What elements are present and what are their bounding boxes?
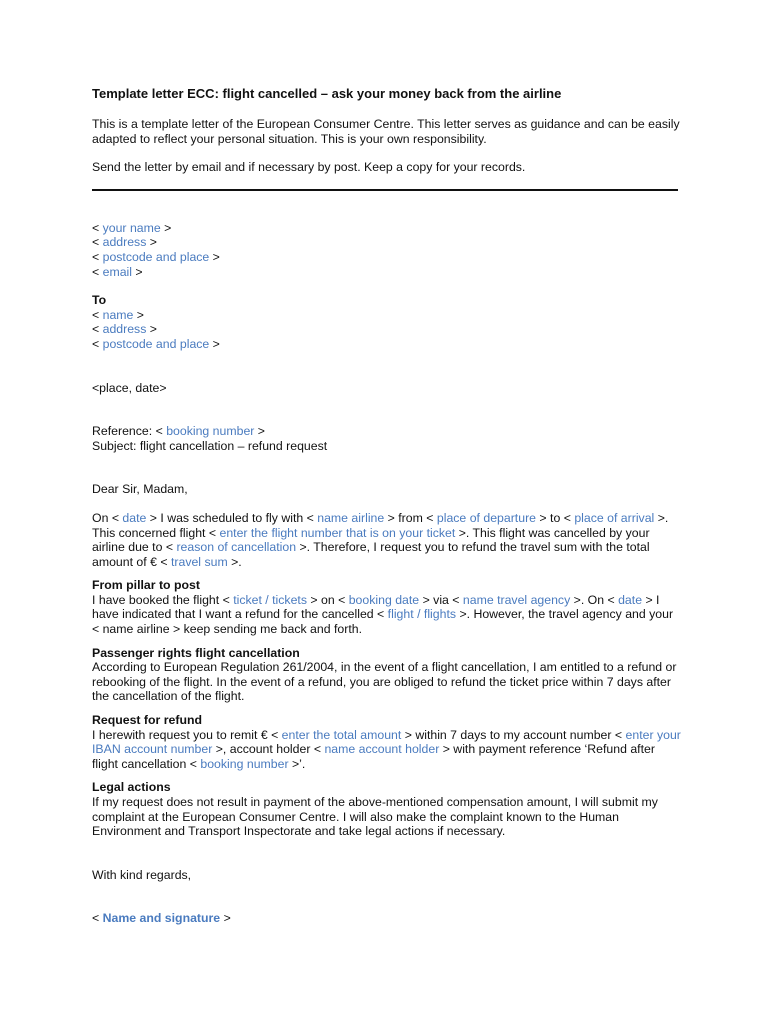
closing-line: With kind regards,: [92, 867, 192, 882]
placeholder-sender-address: address: [102, 235, 147, 250]
text-run: > I was scheduled to fly with <: [146, 510, 318, 525]
sender-address-line: < address >: [92, 235, 157, 250]
text-run: > within 7 days to my account number <: [401, 727, 626, 742]
intro-paragraph: This is a template letter of the European Consumer Centre. This letter serves as guidance and can be easily adapted to reflect your personal situation. This is your own responsibility.: [92, 117, 680, 146]
placeholder-airline: name airline: [317, 510, 385, 525]
recipient-name-line: < name >: [92, 307, 144, 322]
text-run: On <: [92, 510, 123, 525]
text-run: >. Therefore, I request you to refund the travel sum with the total amount of € <: [92, 540, 650, 569]
placeholder-sender-postcode: postcode and place: [102, 249, 210, 264]
section-heading-rights: Passenger rights flight cancellation: [92, 645, 300, 660]
placeholder-tickets: ticket / tickets: [233, 592, 307, 607]
text-run: > on <: [307, 592, 349, 607]
placeholder-booking-date: booking date: [348, 592, 420, 607]
text-run: >’.: [288, 756, 306, 771]
sender-block: [92, 221, 682, 279]
placeholder-arrival: place of arrival: [574, 510, 655, 525]
sender-postcode-line: < postcode and place >: [92, 249, 220, 264]
sender-email-line: < email >: [92, 264, 143, 279]
section-refund: [92, 713, 682, 771]
signature-line: < Name and signature >: [92, 911, 231, 926]
text-run: >, account holder <: [212, 742, 325, 757]
placeholder-booking-number-2: booking number: [200, 756, 289, 771]
placeholder-recipient-address: address: [102, 322, 147, 337]
reference-label: Reference:: [92, 424, 156, 439]
text-run: > from <: [384, 510, 437, 525]
section-legal-text: If my request does not result in payment of the above-mentioned compensation amount, I will submit my complaint at the European Consumer Centre. I will also make the complaint known to the Human Environment and Transport Inspectorate and take legal actions if necessary.: [92, 795, 658, 839]
placeholder-flight-number: enter the flight number that is on your ticket: [219, 525, 456, 540]
text-run: I have booked the flight <: [92, 592, 234, 607]
section-rights: [92, 646, 682, 704]
text-run: > with payment reference ‘Refund after flight cancellation <: [92, 742, 655, 771]
salutation: Dear Sir, Madam,: [92, 482, 188, 497]
text-run: > to <: [536, 510, 575, 525]
section-heading-refund: Request for refund: [92, 713, 202, 728]
text-run: > I have indicated that I want a refund for the cancelled <: [92, 592, 660, 622]
placeholder-recipient-postcode: postcode and place: [102, 336, 210, 351]
text-run: >.: [227, 554, 242, 569]
placeholder-sender-name: your name: [102, 220, 161, 235]
placeholder-departure: place of departure: [436, 510, 537, 525]
section-heading-pillar: From pillar to post: [92, 578, 200, 593]
recipient-address-line: < address >: [92, 322, 157, 337]
divider-line: [92, 189, 678, 191]
placeholder-account-holder: name account holder: [324, 742, 440, 757]
placeholder-reason: reason of cancellation: [176, 540, 297, 555]
text-run: >. This flight was cancelled by your airline due to <: [92, 525, 650, 555]
placeholder-date: date: [122, 510, 147, 525]
letter-content: [92, 86, 682, 926]
placeholder-recipient-name: name: [102, 307, 134, 322]
placeholder-iban: enter your IBAN account number: [92, 727, 681, 757]
placeholder-total-amount: enter the total amount: [281, 727, 402, 742]
recipient-to-label: To: [92, 293, 107, 308]
place-date-line: <place, date>: [92, 380, 167, 395]
subject-line: Subject: flight cancellation – refund request: [92, 438, 328, 453]
instruction-paragraph: Send the letter by email and if necessary by post. Keep a copy for your records.: [92, 160, 526, 175]
section-heading-legal: Legal actions: [92, 780, 171, 795]
placeholder-reference-booking: booking number: [166, 424, 255, 439]
placeholder-signature: Name and signature: [102, 911, 221, 926]
section-pillar: [92, 578, 682, 636]
text-run: >. However, the travel agency and your < name airline > keep sending me back and forth.: [92, 607, 674, 637]
reference-block: [92, 424, 682, 453]
text-run: I herewith request you to remit € <: [92, 727, 282, 742]
body-paragraph-1: [92, 511, 682, 569]
text-run: >. On <: [570, 592, 619, 607]
section-pillar-text: [92, 593, 682, 637]
placeholder-travel-agency: name travel agency: [462, 592, 571, 607]
placeholder-travel-sum: travel sum: [170, 554, 228, 569]
document-title: Template letter ECC: flight cancelled – ask your money back from the airline: [92, 86, 562, 101]
section-legal: [92, 780, 682, 838]
section-refund-text: [92, 728, 682, 772]
sender-name-line: < your name >: [92, 220, 172, 235]
placeholder-flights: flight / flights: [387, 607, 457, 622]
reference-line: Reference: < booking number >: [92, 424, 265, 439]
text-run: > via <: [419, 592, 463, 607]
section-rights-text: According to European Regulation 261/2004, in the event of a flight cancellation, I am entitled to a refund or rebooking of the flight. In the event of a refund, you are obliged to refund the ticket price within 7 days after the cancellation of the flight.: [92, 660, 677, 704]
recipient-postcode-line: < postcode and place >: [92, 336, 220, 351]
recipient-block: [92, 293, 682, 351]
text-run: >. This concerned flight <: [92, 510, 669, 540]
placeholder-date-2: date: [618, 592, 643, 607]
placeholder-sender-email: email: [102, 264, 132, 279]
